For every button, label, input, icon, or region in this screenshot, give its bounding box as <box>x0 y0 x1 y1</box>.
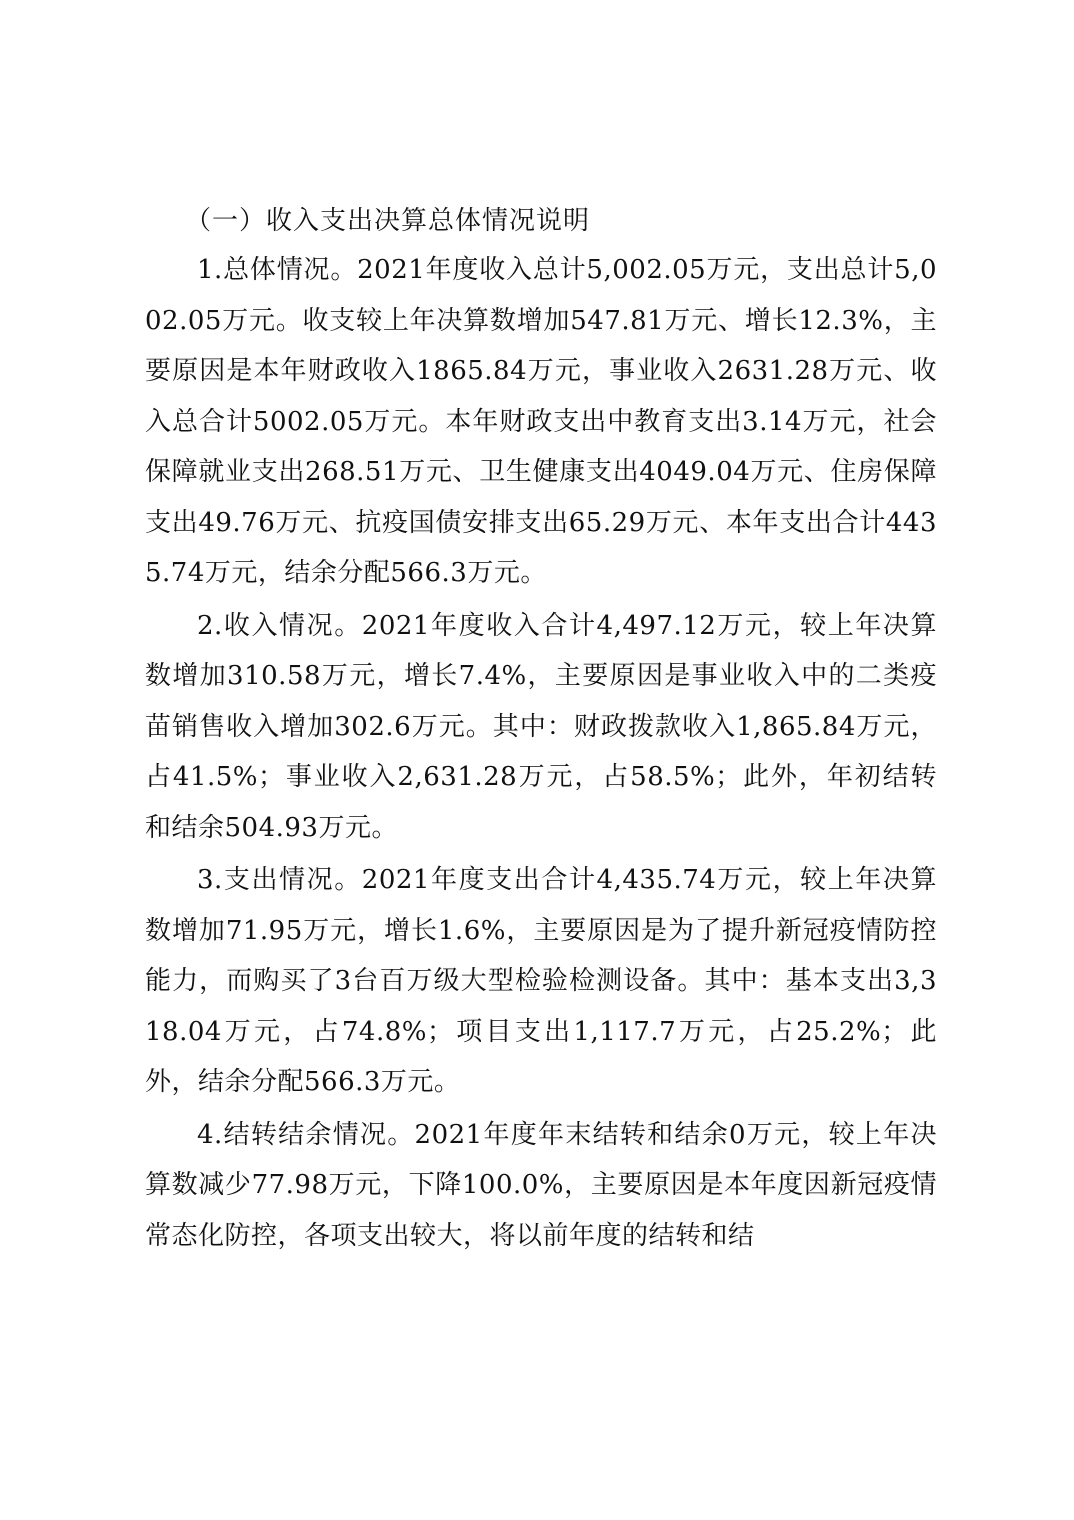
paragraph-carryover: 4.结转结余情况。2021年度年末结转和结余0万元，较上年决算数减少77.98万元，下降100.0%，主要原因是本年度因新冠疫情常态化防控，各项支出较大，将以前年度的结转和结 <box>145 1119 937 1251</box>
section-heading: （一）收入支出决算总体情况说明 <box>185 206 591 236</box>
paragraph-overall: 1.总体情况。2021年度收入总计5,002.05万元，支出总计5,002.05万元。收支较上年决算数增加547.81万元、增长12.3%，主要原因是本年财政收入1865.84万元，事业收入2631.28万元、收入总合计5002.05万元。本年财政支出中教育支出3.14万元，社会保障就业支出268.51万元、卫生健康支出4049.04万元、住房保障支出49.76万元、抗疫国债安排支出65.29万元、本年支出合计4435.74万元，结余分配566.3万元。 <box>145 255 937 588</box>
paragraph-income: 2.收入情况。2021年度收入合计4,497.12万元，较上年决算数增加310.58万元，增长7.4%，主要原因是事业收入中的二类疫苗销售收入增加302.6万元。其中：财政拨款收入1,865.84万元，占41.5%；事业收入2,631.28万元，占58.5%；此外，年初结转和结余504.93万元。 <box>145 610 937 843</box>
document-body <box>145 197 937 1261</box>
paragraph-expenditure: 3.支出情况。2021年度支出合计4,435.74万元，较上年决算数增加71.95万元，增长1.6%，主要原因是为了提升新冠疫情防控能力，而购买了3台百万级大型检验检测设备。其中：基本支出3,318.04万元，占74.8%；项目支出1,117.7万元，占25.2%；此外，结余分配566.3万元。 <box>145 865 937 1097</box>
